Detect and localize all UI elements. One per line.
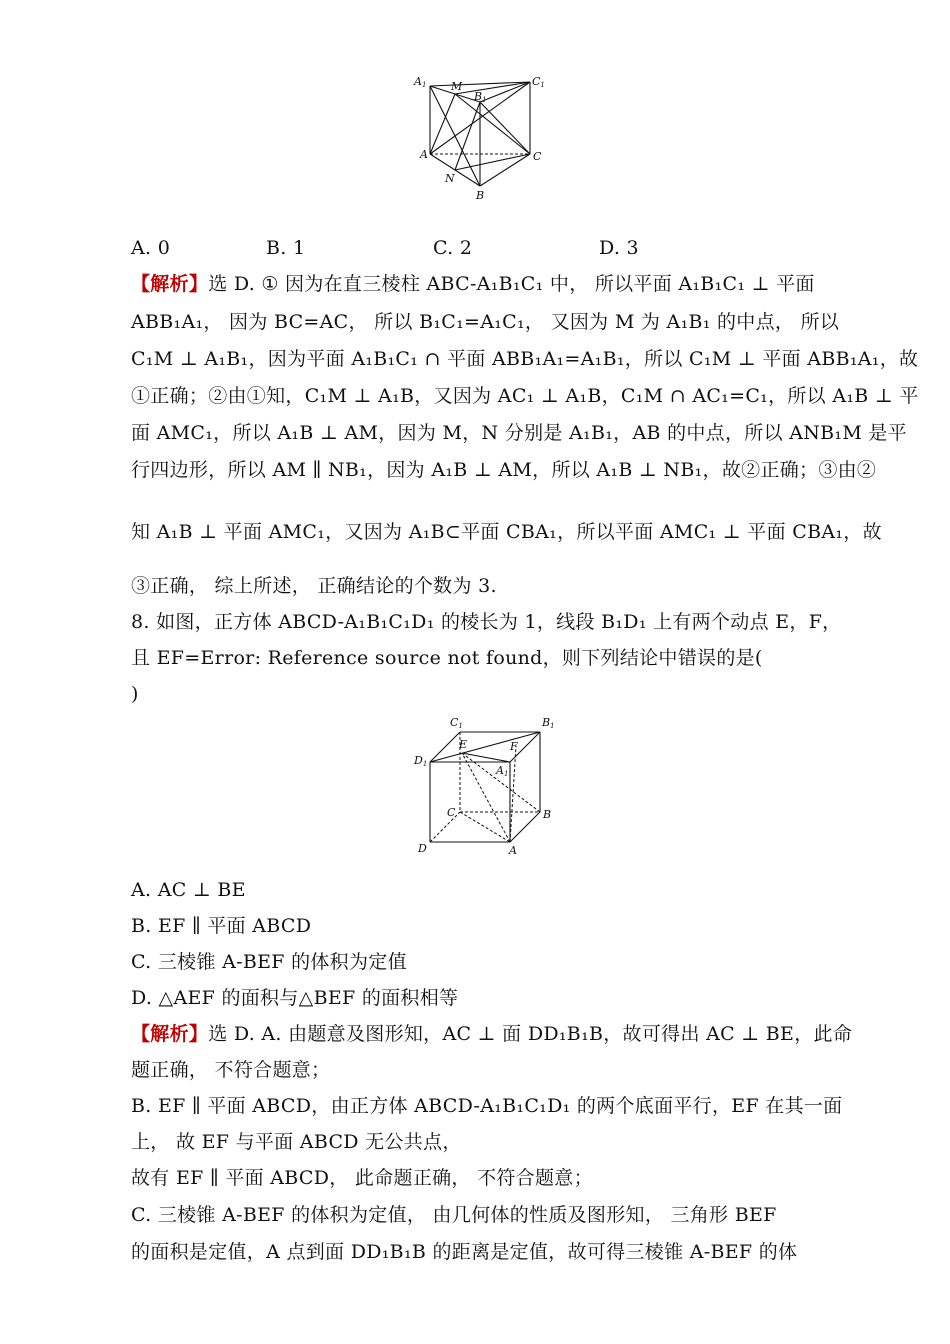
svg-text:D: D	[418, 842, 427, 855]
q7-solution-line-3: C₁M ⊥ A₁B₁，因为平面 A₁B₁C₁ ∩ 平面 ABB₁A₁=A₁B₁，所以 C₁M ⊥ 平面 ABB₁A₁，故	[131, 348, 919, 370]
q7-solution-line-5: 面 AMC₁，所以 A₁B ⊥ AM，因为 M，N 分别是 A₁B₁，AB 的中点，所以 ANB₁M 是平	[131, 422, 908, 444]
q7-solution-line-8: ③正确， 综上所述， 正确结论的个数为 3.	[131, 575, 497, 597]
cube-figure	[410, 712, 570, 862]
q8-stem-line-2: 且 EF=Error: Reference source not found，则下列结论中错误的是(	[131, 647, 763, 669]
prism-figure	[410, 70, 550, 205]
q7-solution-line-2: ABB₁A₁， 因为 BC=AC， 所以 B₁C₁=A₁C₁， 又因为 M 为 A₁B₁ 的中点， 所以	[131, 311, 840, 333]
solution-tag: 【解析】	[131, 273, 209, 295]
q8-stem-line-1: 8. 如图，正方体 ABCD-A₁B₁C₁D₁ 的棱长为 1，线段 B₁D₁ 上有两个动点 E，F，	[131, 611, 842, 633]
svg-text:A1: A1	[414, 75, 427, 89]
q7-solution-line-4: ①正确；②由①知，C₁M ⊥ A₁B，又因为 AC₁ ⊥ A₁B，C₁M ∩ AC₁=C₁，所以 A₁B ⊥ 平	[131, 385, 919, 407]
q8-solution-line-7: 的面积是定值，A 点到面 DD₁B₁B 的距离是定值，故可得三棱锥 A-BEF 的体	[131, 1241, 798, 1263]
edge-a-b	[510, 812, 540, 842]
svg-text:D1: D1	[414, 754, 428, 768]
q7-solution-line-7: 知 A₁B ⊥ 平面 AMC₁，又因为 A₁B⊂平面 CBA₁，所以平面 AMC₁ ⊥ 平面 CBA₁，故	[131, 521, 882, 543]
svg-text:C: C	[447, 806, 456, 819]
svg-text:A: A	[509, 844, 517, 857]
svg-text:B1: B1	[542, 716, 555, 730]
segment-e-a1	[462, 753, 510, 762]
q8-option-c: C. 三棱锥 A-BEF 的体积为定值	[131, 951, 407, 973]
q7-option-c: C. 2	[433, 237, 473, 259]
q8-solution-line-5: 故有 EF ∥ 平面 ABCD， 此命题正确， 不符合题意；	[131, 1167, 593, 1189]
segment-n-c	[455, 154, 530, 170]
q7-solution-line-6: 行四边形，所以 AM ∥ NB₁，因为 A₁B ⊥ AM，所以 A₁B ⊥ NB₁，故②正确；③由②	[131, 459, 877, 481]
q7-option-b: B. 1	[266, 237, 306, 259]
q8-stem-line-3: )	[131, 683, 139, 705]
svg-text:A1: A1	[496, 764, 509, 778]
q7-option-a: A. 0	[131, 237, 171, 259]
segment-b1-c	[480, 102, 530, 154]
q8-solution-line-4: 上， 故 EF 与平面 ABCD 无公共点，	[131, 1131, 462, 1153]
hidden-edge-d-c	[430, 812, 460, 842]
svg-text:N: N	[445, 172, 455, 185]
q8-solution-line-1: 【解析】选 D. A. 由题意及图形知，AC ⊥ 面 DD₁B₁B，故可得出 AC ⊥ BE，此命	[131, 1023, 853, 1045]
q8-option-b: B. EF ∥ 平面 ABCD	[131, 915, 312, 937]
svg-text:C1: C1	[450, 716, 463, 730]
q7-solution-line-1: 【解析】选 D. ① 因为在直三棱柱 ABC-A₁B₁C₁ 中， 所以平面 A₁B₁C₁ ⊥ 平面	[131, 273, 815, 295]
q8-option-a: A. AC ⊥ BE	[131, 879, 246, 901]
svg-text:E: E	[459, 738, 468, 751]
svg-text:B: B	[543, 808, 552, 821]
q8-option-d: D. △AEF 的面积与△BEF 的面积相等	[131, 987, 459, 1009]
segment-m-c	[455, 94, 530, 154]
svg-text:B: B	[476, 189, 485, 202]
q8-solution-line-2: 题正确， 不符合题意；	[131, 1059, 331, 1081]
q8-solution-line-6: C. 三棱锥 A-BEF 的体积为定值， 由几何体的性质及图形知， 三角形 BEF	[131, 1204, 777, 1226]
svg-text:F: F	[510, 740, 518, 753]
svg-text:B1: B1	[474, 90, 487, 104]
q7-options	[131, 236, 639, 260]
svg-text:C: C	[533, 150, 542, 163]
svg-text:C1: C1	[532, 75, 545, 89]
solution-tag: 【解析】	[131, 1023, 209, 1045]
svg-text:A: A	[420, 148, 428, 161]
q7-option-d: D. 3	[599, 237, 639, 259]
edge-b1-c1	[480, 82, 530, 102]
svg-text:M: M	[451, 80, 463, 93]
hidden-segment-c-a	[460, 812, 510, 842]
q8-solution-line-3: B. EF ∥ 平面 ABCD，由正方体 ABCD-A₁B₁C₁D₁ 的两个底面平行，EF 在其一面	[131, 1095, 843, 1117]
